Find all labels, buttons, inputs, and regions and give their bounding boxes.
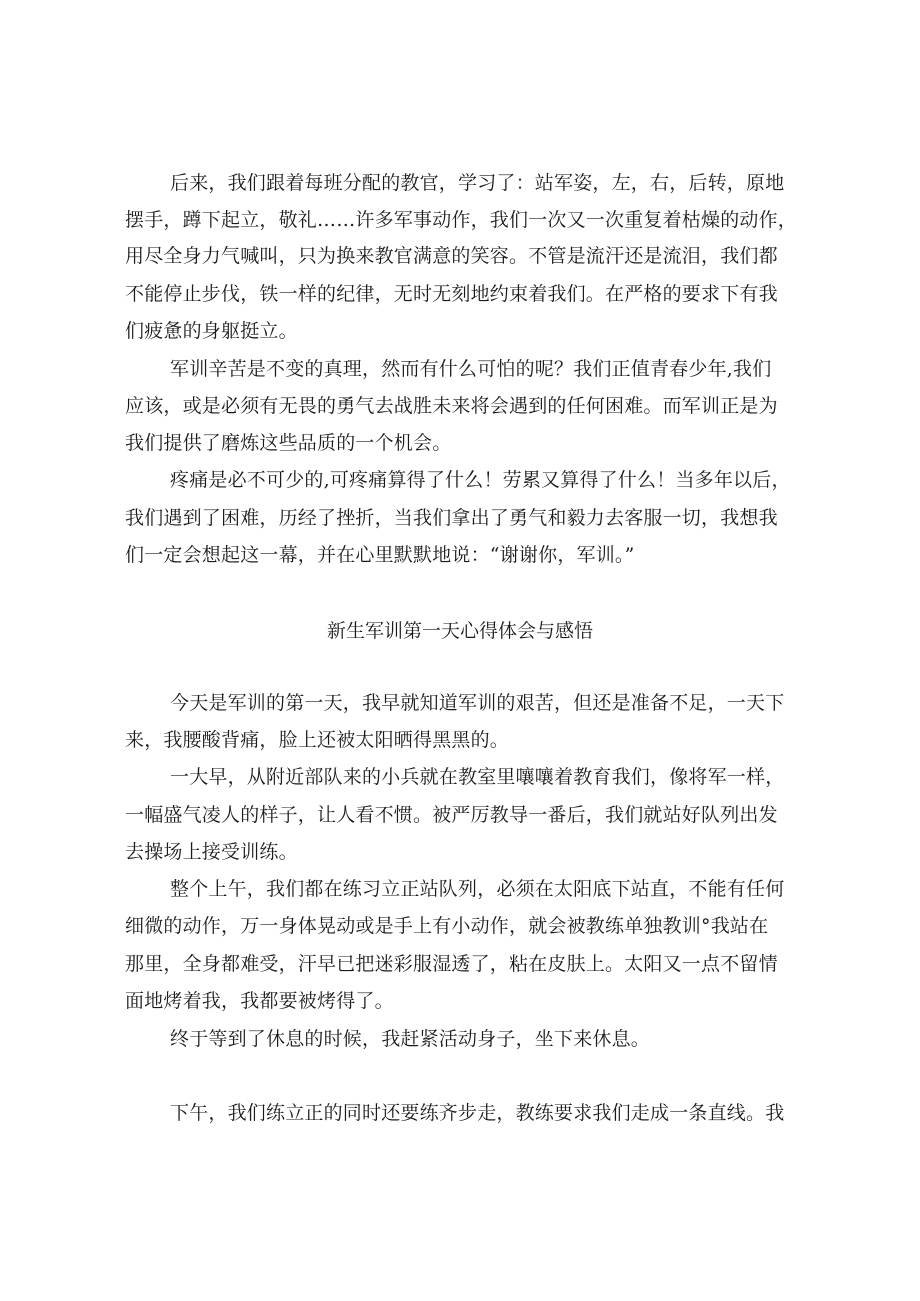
paragraph-line: 不能停止步伐，铁一样的纪律，无时无刻地约束着我们。在严格的要求下有我 xyxy=(125,283,778,305)
paragraph-line: 终于等到了休息的时候，我赶紧活动身子，坐下来休息。 xyxy=(170,1028,651,1050)
paragraph-line: 后来，我们跟着每班分配的教官，学习了：站军姿，左，右，后转，原地 xyxy=(170,172,785,194)
paragraph-line: 我们提供了磨炼这些品质的一个机会。 xyxy=(125,432,452,454)
paragraph-line: 用尽全身力气喊叫，只为换来教官满意的笑容。不管是流汗还是流泪，我们都 xyxy=(125,245,778,267)
paragraph-line: 一幅盛气凌人的样子，让人看不惯。被严厉教导一番后，我们就站好队列出发 xyxy=(125,804,778,826)
paragraph-line: 整个上午，我们都在练习立正站队列，必须在太阳底下站直，不能有任何 xyxy=(170,878,785,900)
paragraph-line: 去操场上接受训练。 xyxy=(125,841,298,863)
paragraph-line: 细微的动作，万一身体晃动或是手上有小动作，就会被教练单独教训°我站在 xyxy=(125,915,769,937)
section-title: 新生军训第一天心得体会与感悟 xyxy=(326,620,593,642)
paragraph-line: 一大早，从附近部队来的小兵就在教室里嚷嚷着教育我们，像将军一样， xyxy=(170,766,785,788)
paragraph-line: 们一定会想起这一幕，并在心里默默地说：“谢谢你，军训。” xyxy=(125,544,635,566)
paragraph-line: 应该，或是必须有无畏的勇气去战胜未来将会遇到的任何困难。而军训正是为 xyxy=(125,395,778,417)
paragraph-line: 下午，我们练立正的同时还要练齐步走，教练要求我们走成一条直线。我 xyxy=(170,1102,785,1124)
paragraph-line: 摆手，蹲下起立，敬礼……许多军事动作，我们一次又一次重复着枯燥的动作， xyxy=(125,209,798,231)
paragraph-line: 疼痛是必不可少的,可疼痛算得了什么！劳累又算得了什么！当多年以后， xyxy=(170,469,791,491)
paragraph-line: 那里，全身都难受，汗早已把迷彩服湿透了，粘在皮肤上。太阳又一点不留情 xyxy=(125,953,778,975)
paragraph-line: 来，我腰酸背痛，脸上还被太阳晒得黑黑的。 xyxy=(125,729,510,751)
paragraph-line: 军训辛苦是不变的真理，然而有什么可怕的呢？我们正值青春少年,我们 xyxy=(170,358,772,380)
paragraph-line: 们疲惫的身躯挺立。 xyxy=(125,320,298,342)
paragraph-line: 今天是军训的第一天，我早就知道军训的艰苦，但还是准备不足，一天下 xyxy=(170,692,785,714)
paragraph-line: 我们遇到了困难，历经了挫折，当我们拿出了勇气和毅力去客服一切，我想我 xyxy=(125,507,778,529)
paragraph-line: 面地烤着我，我都要被烤得了。 xyxy=(125,990,394,1012)
